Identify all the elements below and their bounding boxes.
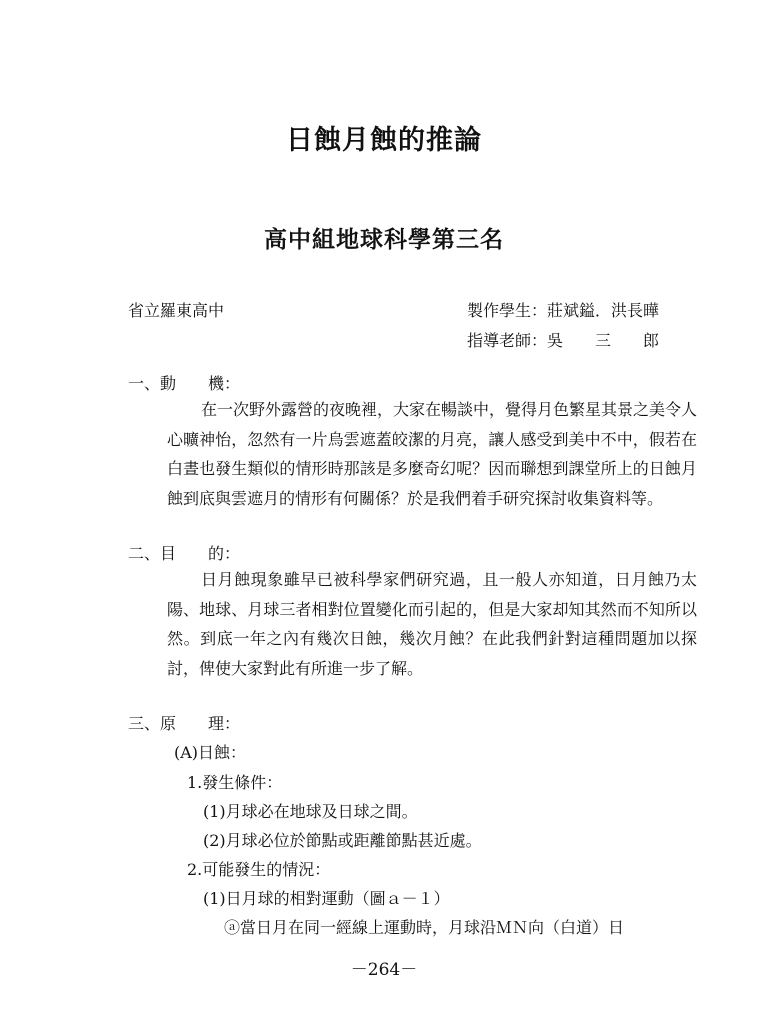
page-number: －264－ [350, 960, 418, 980]
document-title: 日蝕月蝕的推論 [286, 125, 482, 156]
section-body-purpose [167, 565, 697, 683]
principle-item-1-1: (1)月球必在地球及日球之間。 [203, 802, 418, 821]
principle-item-a: (A)日蝕： [174, 743, 247, 762]
principle-item-1-2: (2)月球必位於節點或距離節點甚近處。 [203, 831, 482, 850]
document-subtitle: 高中組地球科學第三名 [264, 227, 504, 253]
teacher-credit: 指導老師：吳 三 郎 [467, 331, 660, 350]
principle-item-2-1: (1)日月球的相對運動（圖ａ－１） [203, 889, 450, 908]
section-body-motivation [167, 395, 697, 513]
school-name: 省立羅東高中 [128, 301, 225, 320]
student-credit: 製作學生：莊斌鎰．洪長曄 [467, 301, 660, 320]
section-heading-motivation: 一、動 機： [128, 374, 241, 393]
motivation-text: 在一次野外露營的夜晚裡，大家在暢談中，覺得月色繁星其景之美令人心曠神怡，忽然有一片烏雲遮蓋皎潔的月亮，讓人感受到美中不中，假若在白晝也發生類似的情形時那該是多麼奇幻呢？因而聯想到課堂所上的日蝕月蝕到底與雲遮月的情形有何關係？於是我們着手研究探討收集資料等。 [167, 400, 698, 508]
principle-item-2: 2.可能發生的情況： [187, 860, 331, 879]
section-heading-purpose: 二、目 的： [128, 544, 241, 563]
principle-item-2-1-a: ⓐ當日月在同一經線上運動時，月球沿ＭＮ向（白道）日 [224, 918, 625, 937]
purpose-text: 日月蝕現象雖早已被科學家們研究過，且一般人亦知道，日月蝕乃太陽、地球、月球三者相對位置變化而引起的，但是大家却知其然而不知所以然。到底一年之內有幾次日蝕，幾次月蝕？在此我們針對這種問題加以探討，俾使大家對此有所進一步了解。 [167, 570, 697, 678]
section-heading-principle: 三、原 理： [128, 714, 241, 733]
principle-item-1: 1.發生條件： [187, 773, 283, 792]
